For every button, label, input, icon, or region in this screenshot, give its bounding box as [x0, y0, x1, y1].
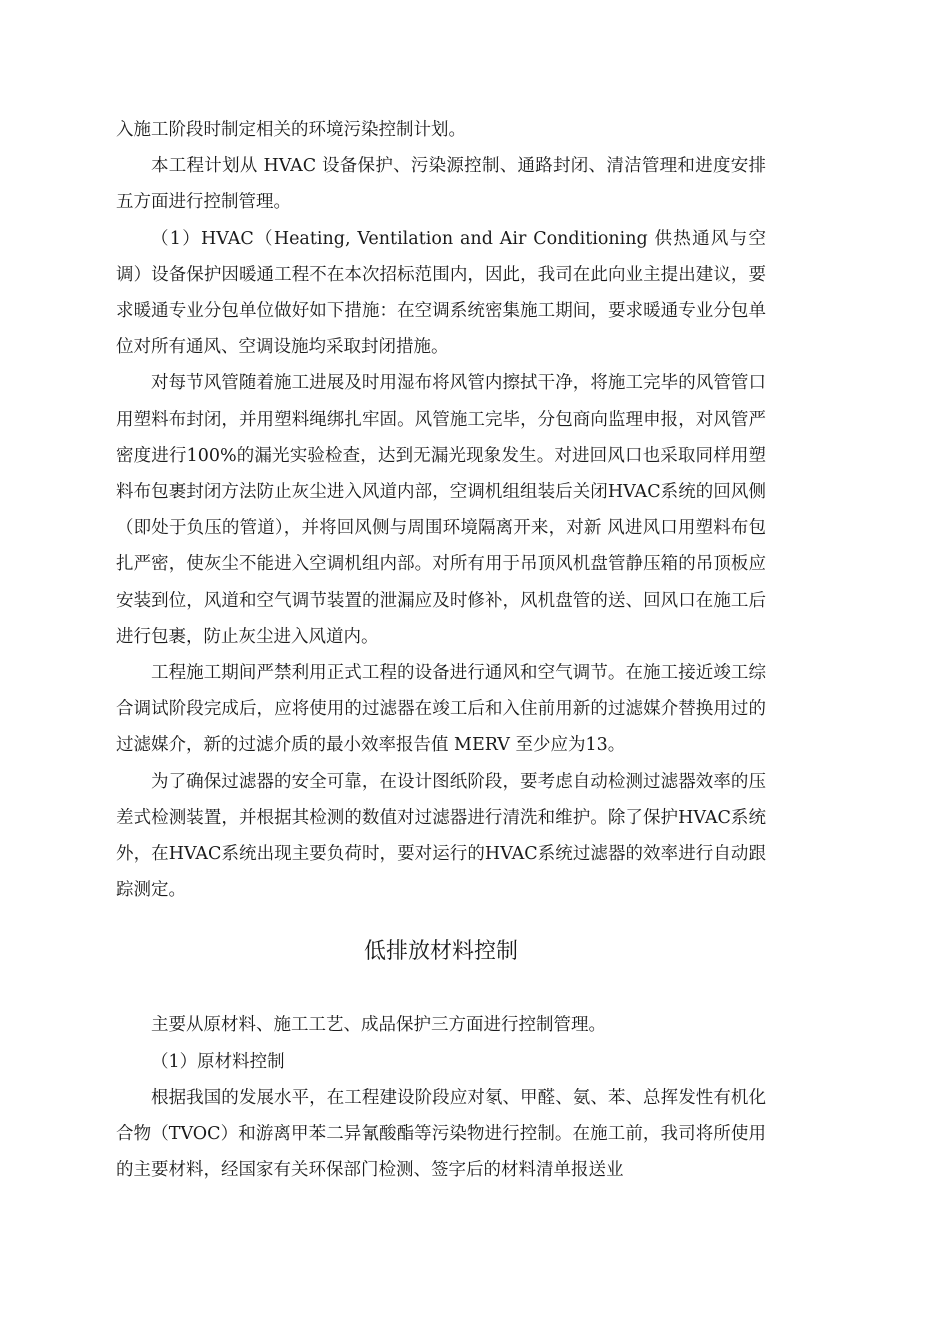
paragraph-hvac-protection: （1）HVAC（Heating, Ventilation and Air Conditioning 供热通风与空调）设备保护因暖通工程不在本次招标范围内，因此，我司在此向业主提出建议，要求暖通专业分包单位做好如下措施：在空调系统密集施工期间，要求暖通专业分包单位对所有通风、空调设施均采取封闭措施。 — [116, 228, 766, 358]
paragraph-pollutant-control: 根据我国的发展水平，在工程建设阶段应对氡、甲醛、氨、苯、总挥发性有机化合物（TVOC）和游离甲苯二异氰酸酯等污染物进行控制。在施工前，我司将所使用的主要材料，经国家有关环保部门检测、签字后的材料清单报送业 — [116, 1087, 766, 1181]
paragraph-continuation: 入施工阶段时制定相关的环境污染控制计划。 — [116, 120, 466, 140]
paragraph-control-plan: 本工程计划从 HVAC 设备保护、污染源控制、通路封闭、清洁管理和进度安排五方面进行控制管理。 — [116, 156, 766, 213]
paragraph-raw-material-heading: （1）原材料控制 — [151, 1051, 285, 1072]
section-heading-low-emission-materials: 低排放材料控制 — [363, 939, 518, 965]
paragraph-filter-monitoring: 为了确保过滤器的安全可靠，在设计图纸阶段，要考虑自动检测过滤器效率的压差式检测装置，并根据其检测的数值对过滤器进行清洗和维护。除了保护HVAC系统外，在HVAC系统出现主要负荷时，要对运行的HVAC系统过滤器的效率进行自动跟踪测定。 — [116, 771, 766, 901]
paragraph-filter-replacement: 工程施工期间严禁利用正式工程的设备进行通风和空气调节。在施工接近竣工综合调试阶段完成后，应将使用的过滤器在竣工后和入住前用新的过滤媒介替换用过的过滤媒介，新的过滤介质的最小效率报告值 MERV 至少应为13。 — [116, 663, 766, 756]
document-page — [116, 112, 766, 1188]
paragraph-three-aspects: 主要从原材料、施工工艺、成品保护三方面进行控制管理。 — [151, 1015, 606, 1036]
paragraph-duct-sealing: 对每节风管随着施工进展及时用湿布将风管内擦拭干净，将施工完毕的风管管口用塑料布封闭，并用塑料绳绑扎牢固。风管施工完毕，分包商向监理申报，对风管严密度进行100%的漏光实验检查，达到无漏光现象发生。对进回风口也采取同样用塑料布包裹封闭方法防止灰尘进入风道内部，空调机组组装后关闭HVAC系统的回风侧（即处于负压的管道），并将回风侧与周围环境隔离开来，对新 风进风口用塑料布包扎严密，使灰尘不能进入空调机组内部。对所有用于吊顶风机盘管静压箱的吊顶板应安装到位，风道和空气调节装置的泄漏应及时修补，风机盘管的送、回风口在施工后进行包裹，防止灰尘进入风道内。 — [116, 373, 766, 647]
